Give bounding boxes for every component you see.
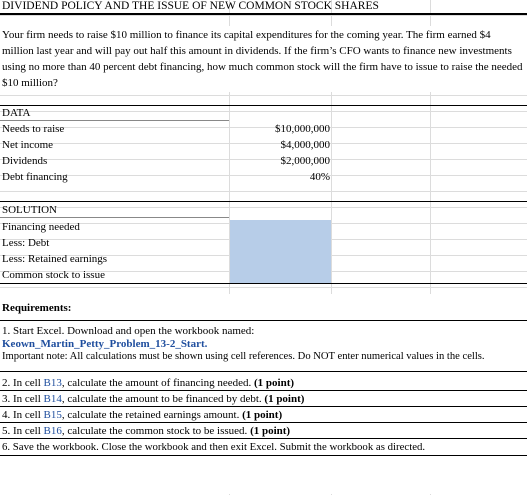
step-5-text: , calculate the common stock to be issued. <box>61 425 251 437</box>
requirements-rule-6 <box>0 438 527 439</box>
requirements-rule-1 <box>0 320 527 321</box>
solution-label-less-debt[interactable]: Less: Debt <box>2 237 50 249</box>
requirements-rule-2 <box>0 371 527 372</box>
data-label-net-income[interactable]: Net income <box>2 139 54 151</box>
requirement-step-4 <box>2 408 282 422</box>
data-value-net-income[interactable]: $4,000,000 <box>280 139 330 151</box>
sheet-title: DIVIDEND POLICY AND THE ISSUE OF NEW COMMON STOCK SHARES <box>2 0 379 12</box>
data-header-underline <box>0 120 229 121</box>
solution-section-rule <box>0 201 527 202</box>
workbook-name: Keown_Martin_Petty_Problem_13-2_Start. <box>2 338 208 350</box>
data-header: DATA <box>2 107 31 119</box>
data-label-dividends[interactable]: Dividends <box>2 155 48 167</box>
solution-header: SOLUTION <box>2 204 57 216</box>
requirement-step-6: 6. Save the workbook. Close the workbook and then exit Excel. Submit the workbook as directed. <box>2 441 426 453</box>
step-4-cell-ref: B15 <box>43 409 62 421</box>
solution-input-cells[interactable] <box>230 220 331 283</box>
solution-header-underline <box>0 217 229 218</box>
solution-bottom-rule <box>0 283 527 284</box>
requirements-header: Requirements: <box>2 302 72 314</box>
data-label-debt-financing[interactable]: Debt financing <box>2 171 68 183</box>
step-3-points: (1 point) <box>264 393 305 405</box>
step-5-points: (1 point) <box>250 425 291 437</box>
requirement-step-5 <box>2 424 290 438</box>
data-value-debt-financing[interactable]: 40% <box>309 171 330 183</box>
step-2-text: , calculate the amount of financing needed. <box>61 377 255 389</box>
step-4-points: (1 point) <box>242 409 283 421</box>
requirements-rule-5 <box>0 422 527 423</box>
step-5-cell-ref: B16 <box>43 425 62 437</box>
data-value-dividends[interactable]: $2,000,000 <box>280 155 330 167</box>
requirement-step-1: 1. Start Excel. Download and open the workbook named: <box>2 325 255 337</box>
title-underline <box>0 13 527 15</box>
step-3-text: , calculate the amount to be financed by debt. <box>61 393 265 405</box>
step-2-points: (1 point) <box>254 377 295 389</box>
requirements-rule-7 <box>0 455 527 456</box>
step-2-cell-ref: B13 <box>43 377 62 389</box>
requirement-step-3 <box>2 392 304 406</box>
step-4-text: , calculate the retained earnings amount. <box>61 409 243 421</box>
data-label-needs-to-raise[interactable]: Needs to raise <box>2 123 65 135</box>
step-4-prefix: 4. In cell <box>2 409 44 421</box>
solution-label-financing-needed[interactable]: Financing needed <box>2 221 80 233</box>
requirements-rule-3 <box>0 390 527 391</box>
requirements-rule-4 <box>0 406 527 407</box>
step-3-prefix: 3. In cell <box>2 393 44 405</box>
data-value-needs-to-raise[interactable]: $10,000,000 <box>275 123 330 135</box>
solution-label-common-stock-to-issue[interactable]: Common stock to issue <box>2 269 105 281</box>
data-section-rule <box>0 105 527 106</box>
problem-statement: Your firm needs to raise $10 million to finance its capital expenditures for the coming year. The firm earned $4 million last year and will pay out half this amount in dividends. If the firm’s CFO wants to finance new investments using no more than 40 percent debt financing, how much common stock will the firm have to issue to raise the needed $10 million? <box>2 29 523 89</box>
step-5-prefix: 5. In cell <box>2 425 44 437</box>
step-2-prefix: 2. In cell <box>2 377 44 389</box>
step-3-cell-ref: B14 <box>43 393 62 405</box>
solution-label-less-retained-earnings[interactable]: Less: Retained earnings <box>2 253 108 265</box>
requirement-step-2 <box>2 376 294 390</box>
important-note: Important note: All calculations must be shown using cell references. Do NOT enter numerical values in the cells. <box>2 351 485 362</box>
